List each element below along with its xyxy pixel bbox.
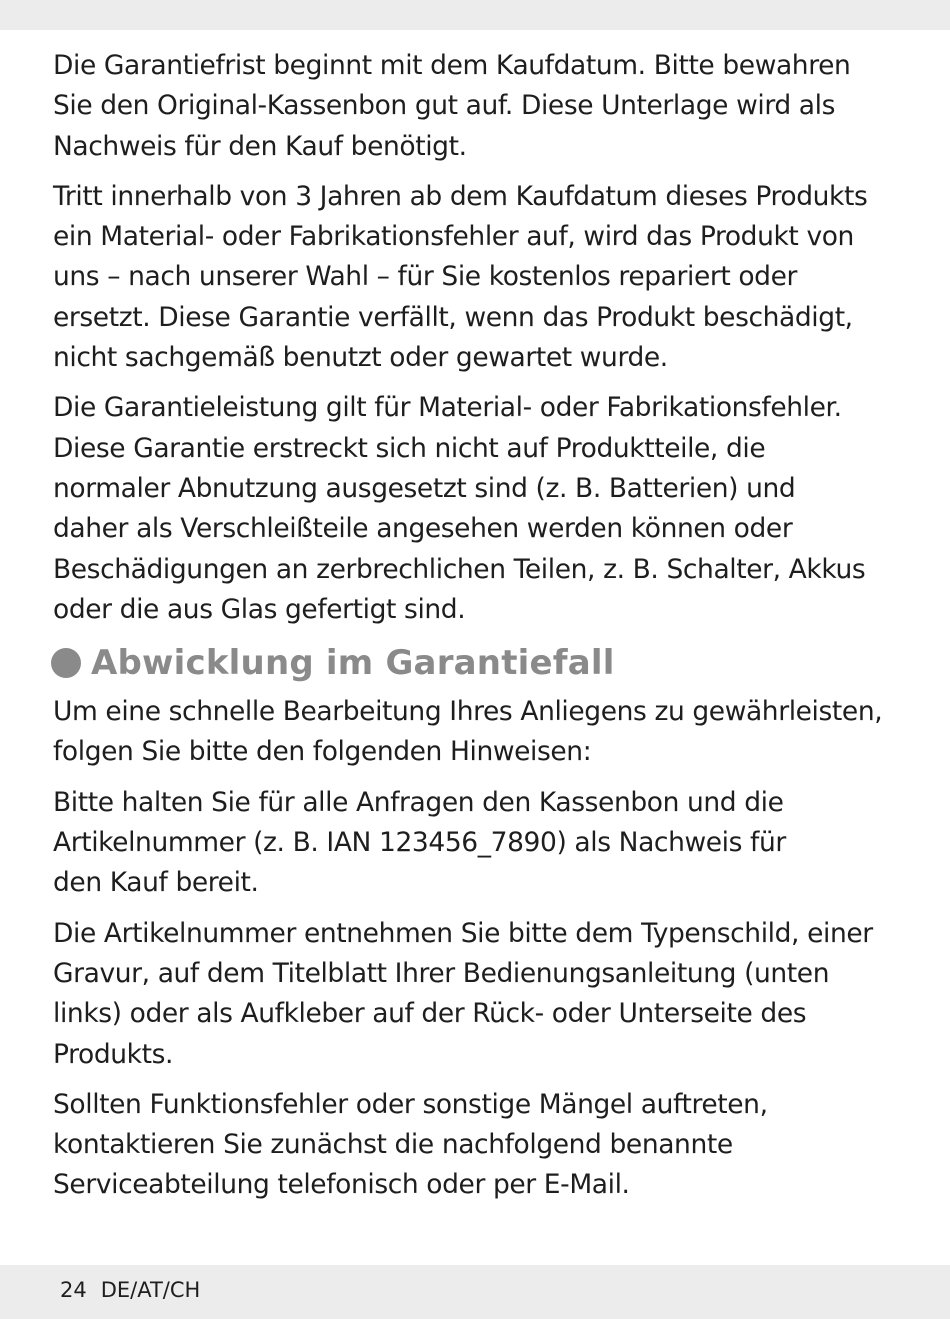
section-heading bbox=[51, 640, 913, 686]
paragraph-warranty-exclusions bbox=[53, 388, 913, 630]
section-title: Abwicklung im Garantiefall bbox=[91, 643, 615, 684]
text-line: Produkts. bbox=[53, 1038, 174, 1070]
text-line: normaler Abnutzung ausgesetzt sind (z. B. Batterien) und bbox=[53, 472, 796, 504]
paragraph-claims-intro bbox=[53, 692, 913, 773]
text-line: ersetzt. Diese Garantie verfällt, wenn das Produkt beschädigt, bbox=[53, 301, 853, 333]
text-line: kontaktieren Sie zunächst die nachfolgend benannte bbox=[53, 1129, 733, 1161]
text-line: Diese Garantie erstreckt sich nicht auf Produktteile, die bbox=[53, 432, 766, 464]
text-line: Nachweis für den Kauf benötigt. bbox=[53, 130, 467, 162]
text-line: ein Material- oder Fabrikationsfehler auf, wird das Produkt von bbox=[53, 221, 854, 253]
text-line: uns – nach unserer Wahl – für Sie kostenlos repariert oder bbox=[53, 261, 798, 293]
text-line: Die Artikelnummer entnehmen Sie bitte dem Typenschild, einer bbox=[53, 917, 873, 949]
paragraph-warranty-start bbox=[53, 46, 913, 167]
text-line: Sollten Funktionsfehler oder sonstige Mängel auftreten, bbox=[53, 1088, 768, 1120]
text-line: daher als Verschleißteile angesehen werden können oder bbox=[53, 513, 793, 545]
paragraph-receipt-article-number bbox=[53, 783, 913, 904]
text-line: oder die aus Glas gefertigt sind. bbox=[53, 593, 466, 625]
page-content bbox=[53, 46, 913, 1216]
text-line: Tritt innerhalb von 3 Jahren ab dem Kaufdatum dieses Produkts bbox=[53, 180, 868, 212]
text-line: Bitte halten Sie für alle Anfragen den Kassenbon und die bbox=[53, 786, 784, 818]
page-footer bbox=[60, 1277, 200, 1303]
top-margin-band bbox=[0, 0, 950, 30]
text-line: Beschädigungen an zerbrechlichen Teilen, z. B. Schalter, Akkus bbox=[53, 553, 866, 585]
text-line: Die Garantieleistung gilt für Material- oder Fabrikationsfehler. bbox=[53, 392, 842, 424]
page-number: 24 bbox=[60, 1278, 87, 1302]
bullet-circle-icon bbox=[51, 648, 81, 678]
text-line: den Kauf bereit. bbox=[53, 867, 259, 899]
text-line: Sie den Original-Kassenbon gut auf. Diese Unterlage wird als bbox=[53, 90, 835, 122]
text-line: Die Garantiefrist beginnt mit dem Kaufdatum. Bitte bewahren bbox=[53, 50, 851, 81]
text-line: Serviceabteilung telefonisch oder per E-Mail. bbox=[53, 1169, 630, 1201]
paragraph-warranty-coverage bbox=[53, 177, 913, 378]
text-line: folgen Sie bitte den folgenden Hinweisen: bbox=[53, 736, 592, 768]
text-line: nicht sachgemäß benutzt oder gewartet wurde. bbox=[53, 342, 668, 374]
text-line: Artikelnummer (z. B. IAN 123456_7890) als Nachweis für bbox=[53, 827, 786, 859]
paragraph-article-number-location bbox=[53, 914, 913, 1075]
text-line: links) oder als Aufkleber auf der Rück- oder Unterseite des bbox=[53, 998, 807, 1030]
paragraph-contact-service bbox=[53, 1085, 913, 1206]
locale-label: DE/AT/CH bbox=[100, 1278, 201, 1302]
text-line: Gravur, auf dem Titelblatt Ihrer Bedienungsanleitung (unten bbox=[53, 957, 830, 989]
text-line: Um eine schnelle Bearbeitung Ihres Anliegens zu gewährleisten, bbox=[53, 696, 883, 728]
